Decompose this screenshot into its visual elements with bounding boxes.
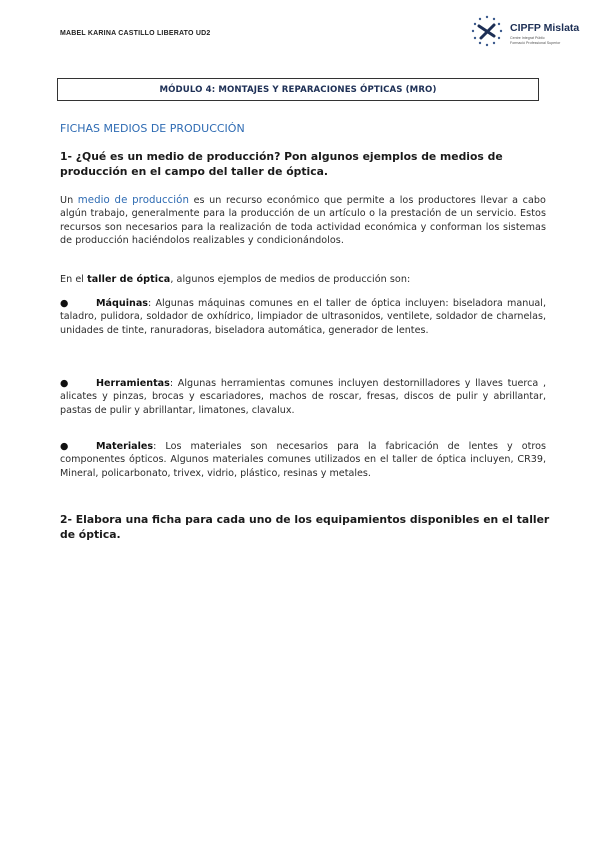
bullet-text: : Algunas máquinas comunes en el taller de óptica incluyen: biseladora manual, taladro, pulidora, soldador de oxhídrico, limpiador de ultrasonidos, ventilete, soldador de charnelas, unidades de tinte, ranuradoras, biseladora automática, generador de lentes. (60, 298, 546, 336)
author-header: MABEL KARINA CASTILLO LIBERATO UD2 (60, 30, 211, 37)
answer-paragraph-definition (60, 194, 546, 247)
bullet-label: Máquinas (96, 298, 149, 309)
school-logo (470, 14, 580, 50)
bullet-marker: ● (60, 378, 69, 389)
answer-paragraph-examples (60, 273, 546, 286)
logo-name: CIPFP Mislata (510, 22, 580, 34)
bullet-marker: ● (60, 298, 69, 309)
examples-post: , algunos ejemplos de medios de producción son: (170, 274, 411, 285)
term-taller-de-optica: taller de óptica (87, 274, 171, 285)
question-2: 2- Elabora una ficha para cada uno de los equipamientos disponibles en el taller de óptica. (60, 513, 550, 541)
bullet-marker: ● (60, 441, 69, 452)
bullet-materiales (60, 440, 546, 480)
examples-pre: En el (60, 274, 88, 285)
section-title: FICHAS MEDIOS DE PRODUCCIÓN (60, 122, 245, 135)
logo-subtitle-1: Centre Integrat Públic (510, 36, 545, 40)
bullet-herramientas (60, 377, 546, 417)
logo-emblem-icon (470, 14, 504, 48)
bullet-label: Materiales (96, 441, 154, 452)
module-title: MÓDULO 4: MONTAJES Y REPARACIONES ÓPTICAS (MRO) (57, 78, 539, 101)
answer-intro-post: es un recurso económico que permite a los productores llevar a cabo algún trabajo, generalmente para la producción de un artículo o la prestación de un servicio. Estos recursos son necesarios para la realización de toda actividad económica y conforman los sistemas de producción haciéndolos realizables y condicionándolos. (60, 195, 546, 246)
bullet-text: : Algunas herramientas comunes incluyen destornilladores y llaves tuerca , alicates y pinzas, brocas y escariadores, machos de roscar, fresas, discos de pulir y abrillantar, pastas de pulir y abrillantar, limatones, clavalux. (60, 378, 546, 416)
bullet-label: Herramientas (96, 378, 170, 389)
question-1: 1- ¿Qué es un medio de producción? Pon algunos ejemplos de medios de producción en el campo del taller de óptica. (60, 150, 503, 178)
answer-intro-pre: Un (60, 195, 78, 206)
logo-subtitle-2: Formació Professional Superior (510, 41, 561, 45)
bullet-text: : Los materiales son necesarios para la fabricación de lentes y otros componentes ópticos. Algunos materiales comunes utilizados en el taller de óptica incluyen, CR39, Mineral, policarbonato, trivex, vidrio, plástico, resinas y metales. (60, 441, 546, 479)
bullet-maquinas (60, 297, 546, 337)
term-medio-de-produccion: medio de producción (77, 195, 189, 206)
